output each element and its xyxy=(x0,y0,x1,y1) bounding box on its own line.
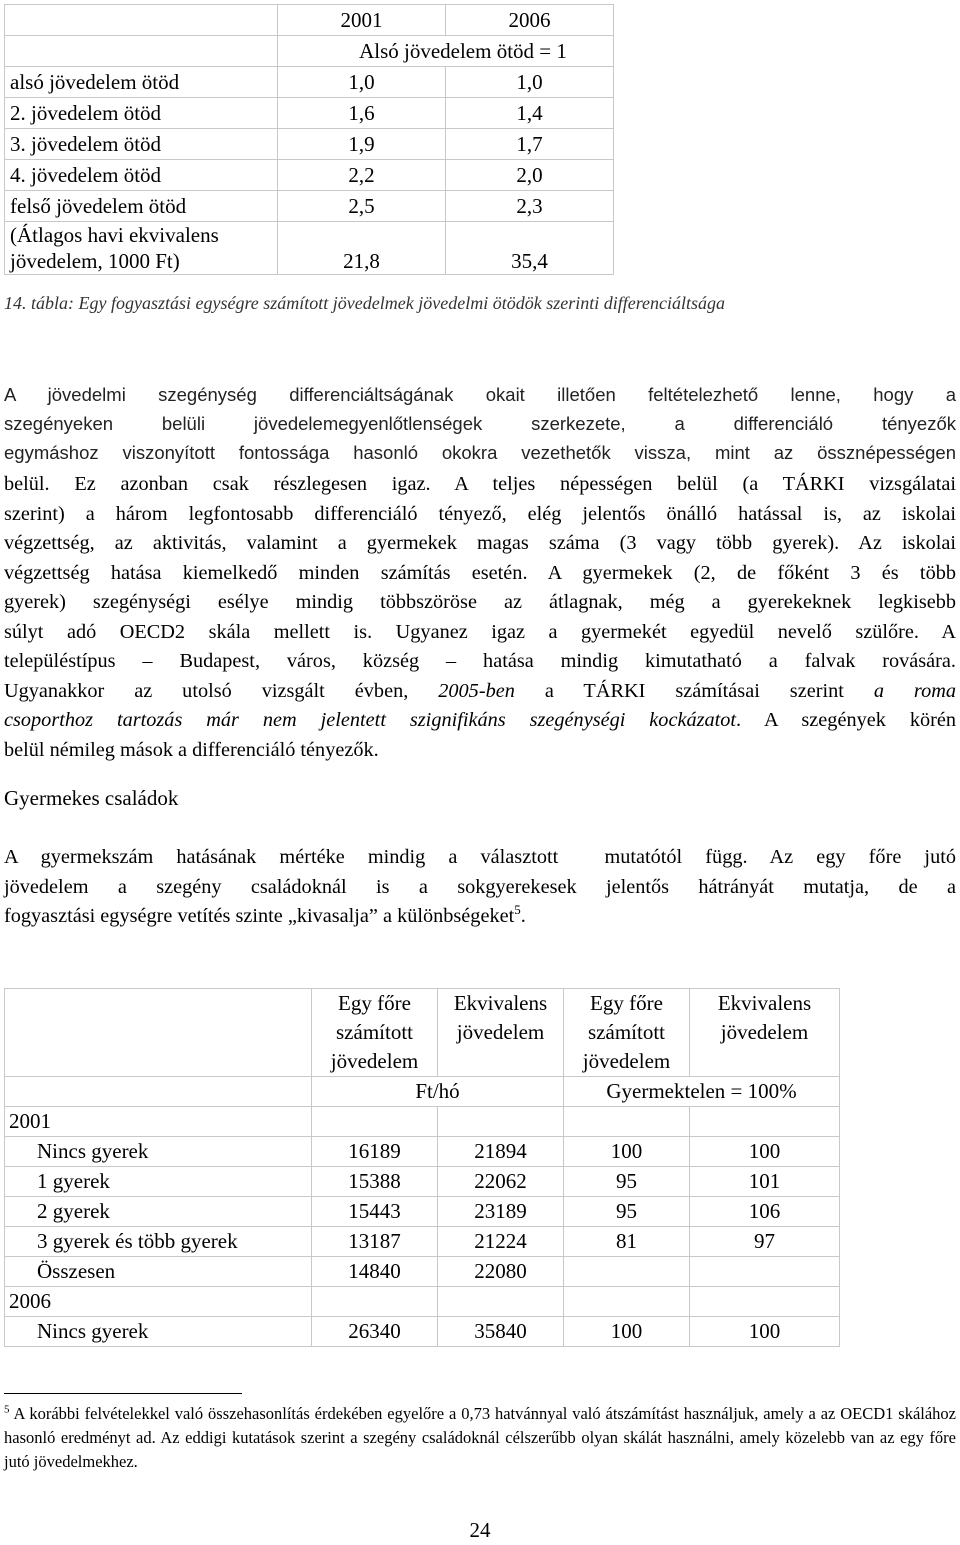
cell-value: 13187 xyxy=(312,1227,438,1257)
paragraph-line: súlyt adó OECD2 skála mellett is. Ugyanez igaz a gyermekét egyedül nevelő szülőre. A xyxy=(4,620,956,643)
row-label: 3. jövedelem ötöd xyxy=(5,129,278,160)
italic-text-run: a roma xyxy=(873,679,957,702)
header-line: Egy főre xyxy=(338,991,411,1015)
average-2001: 21,8 xyxy=(278,222,446,275)
paragraph-line: szegényeken belüli jövedelemegyenlőtlenségek szerkezete, a differenciáló tényezők xyxy=(4,413,956,434)
cell-value: 95 xyxy=(564,1197,690,1227)
italic-text-run: csoporthoz tartozás már nem jelentett szignifikáns szegénységi kockázatot xyxy=(4,709,737,731)
header-equivalent-income-pct xyxy=(690,989,840,1077)
paragraph-line: belül némileg mások a differenciáló tényezők. xyxy=(4,738,379,761)
cell-value: 22062 xyxy=(438,1167,564,1197)
table-row xyxy=(5,1167,840,1197)
table-unit-row xyxy=(5,1077,840,1107)
paragraph-children xyxy=(4,843,956,932)
unit-childless-100: Gyermektelen = 100% xyxy=(564,1077,840,1107)
table-header-row xyxy=(5,989,840,1077)
header-equivalent-income xyxy=(438,989,564,1077)
header-line: jövedelem xyxy=(720,1020,809,1044)
paragraph-line: végzettség, az aktivitás, valamint a gyermekek magas száma (3 vagy több gyerek). Az iskolai xyxy=(4,532,956,554)
table-subheader: Alsó jövedelem ötöd = 1 xyxy=(278,36,614,67)
cell-value: 95 xyxy=(564,1167,690,1197)
header-per-capita-income xyxy=(312,989,438,1077)
row-label: 3 gyerek és több gyerek xyxy=(5,1227,312,1257)
text-run: . A szegények körén xyxy=(736,709,956,731)
paragraph-line: településtípus – Budapest, város, község – hatása mindig kimutatható a falvak rovására. xyxy=(4,650,956,672)
paragraph-line: A jövedelmi szegénység differenciáltságának okait illetően feltételezhető lenne, hogy a xyxy=(4,384,956,405)
cell-value: 21894 xyxy=(438,1137,564,1167)
cell-value: 100 xyxy=(690,1137,840,1167)
text-run: fogyasztási egységre vetítés szinte „kivasalja” a különbségeket xyxy=(4,905,515,927)
footnote-text: A korábbi felvételekkel való összehasonlítás érdekében egyelőre a 0,73 hatvánnyal való átszámítást használjuk, amely a az OECD1 skálához hasonló eredményt ad. Az eddigi kutatások szerint a szegény családoknál célszerűbb olyan skálát használni, amely közelebb van az egy főre jutó jövedelmekhez. xyxy=(4,1404,956,1471)
header-line: számított xyxy=(588,1020,665,1044)
table-row xyxy=(5,98,614,129)
paragraph-main xyxy=(4,470,956,765)
cell-value: 23189 xyxy=(438,1197,564,1227)
cell-2006: 1,7 xyxy=(445,129,613,160)
italic-text-run: 2005-ben xyxy=(438,679,515,702)
average-label-line2: jövedelem, 1000 Ft) xyxy=(10,249,180,273)
paragraph-line: végzettség hatása kiemelkedő minden számítás esetén. A gyermekek (2, de főként 3 és több xyxy=(4,561,956,584)
header-line: jövedelem xyxy=(582,1049,671,1073)
table-row xyxy=(5,1197,840,1227)
table-header-years xyxy=(5,5,614,36)
cell-value xyxy=(564,1257,690,1287)
text-run: . xyxy=(520,905,526,927)
table-year-row xyxy=(5,1287,840,1317)
row-label: Nincs gyerek xyxy=(5,1317,312,1347)
footnote-separator xyxy=(4,1393,242,1394)
paragraph-line xyxy=(4,902,956,932)
row-label: Nincs gyerek xyxy=(5,1137,312,1167)
row-label: Összesen xyxy=(5,1257,312,1287)
paragraph-line xyxy=(4,677,956,707)
page-number: 24 xyxy=(469,1518,491,1542)
cell-2006: 2,0 xyxy=(445,160,613,191)
table-caption: 14. tábla: Egy fogyasztási egységre számított jövedelmek jövedelmi ötödök szerinti differenciáltsága xyxy=(4,293,726,313)
cell-value: 101 xyxy=(690,1167,840,1197)
cell-value: 15388 xyxy=(312,1167,438,1197)
footnote-reference[interactable]: 5 xyxy=(514,902,521,918)
table-row xyxy=(5,1137,840,1167)
table-row xyxy=(5,191,614,222)
cell-value: 15443 xyxy=(312,1197,438,1227)
footnote-mark: 5 xyxy=(4,1403,10,1416)
paragraph-line: belül. Ez azonban csak részlegesen igaz. A teljes népességen belül (a TÁRKI vizsgálatai xyxy=(4,473,956,495)
row-label: 1 gyerek xyxy=(5,1167,312,1197)
cell-value: 100 xyxy=(564,1137,690,1167)
cell-2006: 2,3 xyxy=(445,191,613,222)
table-row xyxy=(5,1257,840,1287)
row-label: alsó jövedelem ötöd xyxy=(5,67,278,98)
cell-value: 26340 xyxy=(312,1317,438,1347)
cell-value: 35840 xyxy=(438,1317,564,1347)
cell-2006: 1,0 xyxy=(445,67,613,98)
average-label-line1: (Átlagos havi ekvivalens xyxy=(10,223,219,247)
header-line: Ekvivalens xyxy=(717,991,812,1015)
year-2006-header: 2006 xyxy=(445,5,613,36)
cell-value xyxy=(690,1257,840,1287)
row-label: felső jövedelem ötöd xyxy=(5,191,278,222)
table-subheader-row xyxy=(5,36,614,67)
table-year-row xyxy=(5,1107,840,1137)
year-2001-header: 2001 xyxy=(278,5,446,36)
paragraph-line: szerint) a három legfontosabb differenciáló tényező, elég jelentős önálló hatással is, az iskolai xyxy=(4,502,956,525)
header-line: Ekvivalens xyxy=(453,991,548,1015)
income-quintile-table xyxy=(4,4,614,275)
cell-value: 100 xyxy=(690,1317,840,1347)
row-label: 2 gyerek xyxy=(5,1197,312,1227)
children-income-table xyxy=(4,988,840,1347)
table-row xyxy=(5,160,614,191)
cell-2001: 1,0 xyxy=(278,67,446,98)
cell-value: 100 xyxy=(564,1317,690,1347)
average-label xyxy=(5,222,278,275)
cell-value: 16189 xyxy=(312,1137,438,1167)
paragraph-line xyxy=(4,706,956,736)
table-row xyxy=(5,1317,840,1347)
cell-2001: 1,9 xyxy=(278,129,446,160)
table-row xyxy=(5,1227,840,1257)
year-label: 2001 xyxy=(5,1107,312,1137)
table-row-average xyxy=(5,222,614,275)
header-per-capita-income-pct xyxy=(564,989,690,1077)
row-label: 2. jövedelem ötöd xyxy=(5,98,278,129)
cell-value: 106 xyxy=(690,1197,840,1227)
header-line: Egy főre xyxy=(590,991,663,1015)
cell-value: 22080 xyxy=(438,1257,564,1287)
year-label: 2006 xyxy=(5,1287,312,1317)
paragraph-line: jövedelem a szegény családoknál is a sokgyerekesek jelentős hátrányát mutatja, de a xyxy=(4,875,956,898)
paragraph-intro xyxy=(4,380,956,467)
section-heading: Gyermekes családok xyxy=(4,786,179,810)
paragraph-line: A gyermekszám hatásának mértéke mindig a választott mutatótól függ. Az egy főre jutó xyxy=(4,846,956,868)
cell-value: 21224 xyxy=(438,1227,564,1257)
cell-value: 14840 xyxy=(312,1257,438,1287)
table-row xyxy=(5,67,614,98)
paragraph-line: egymáshoz viszonyított fontossága hasonló okokra vezethetők vissza, mint az össznépességen xyxy=(4,442,956,463)
text-run: Ugyanakkor az utolsó vizsgált évben, xyxy=(4,679,439,702)
header-line: jövedelem xyxy=(456,1020,545,1044)
cell-2001: 1,6 xyxy=(278,98,446,129)
footnote xyxy=(4,1402,956,1474)
header-line: jövedelem xyxy=(330,1049,419,1073)
text-run: a TÁRKI számításai szerint xyxy=(514,679,874,702)
row-label: 4. jövedelem ötöd xyxy=(5,160,278,191)
cell-2001: 2,2 xyxy=(278,160,446,191)
cell-2006: 1,4 xyxy=(445,98,613,129)
unit-ft-per-month: Ft/hó xyxy=(312,1077,564,1107)
table-row xyxy=(5,129,614,160)
cell-value: 81 xyxy=(564,1227,690,1257)
header-line: számított xyxy=(336,1020,413,1044)
average-2006: 35,4 xyxy=(445,222,613,275)
paragraph-line: gyerek) szegénységi esélye mindig többszöröse az átlagnak, még a gyerekeknek legkisebb xyxy=(4,591,956,613)
cell-value: 97 xyxy=(690,1227,840,1257)
cell-2001: 2,5 xyxy=(278,191,446,222)
